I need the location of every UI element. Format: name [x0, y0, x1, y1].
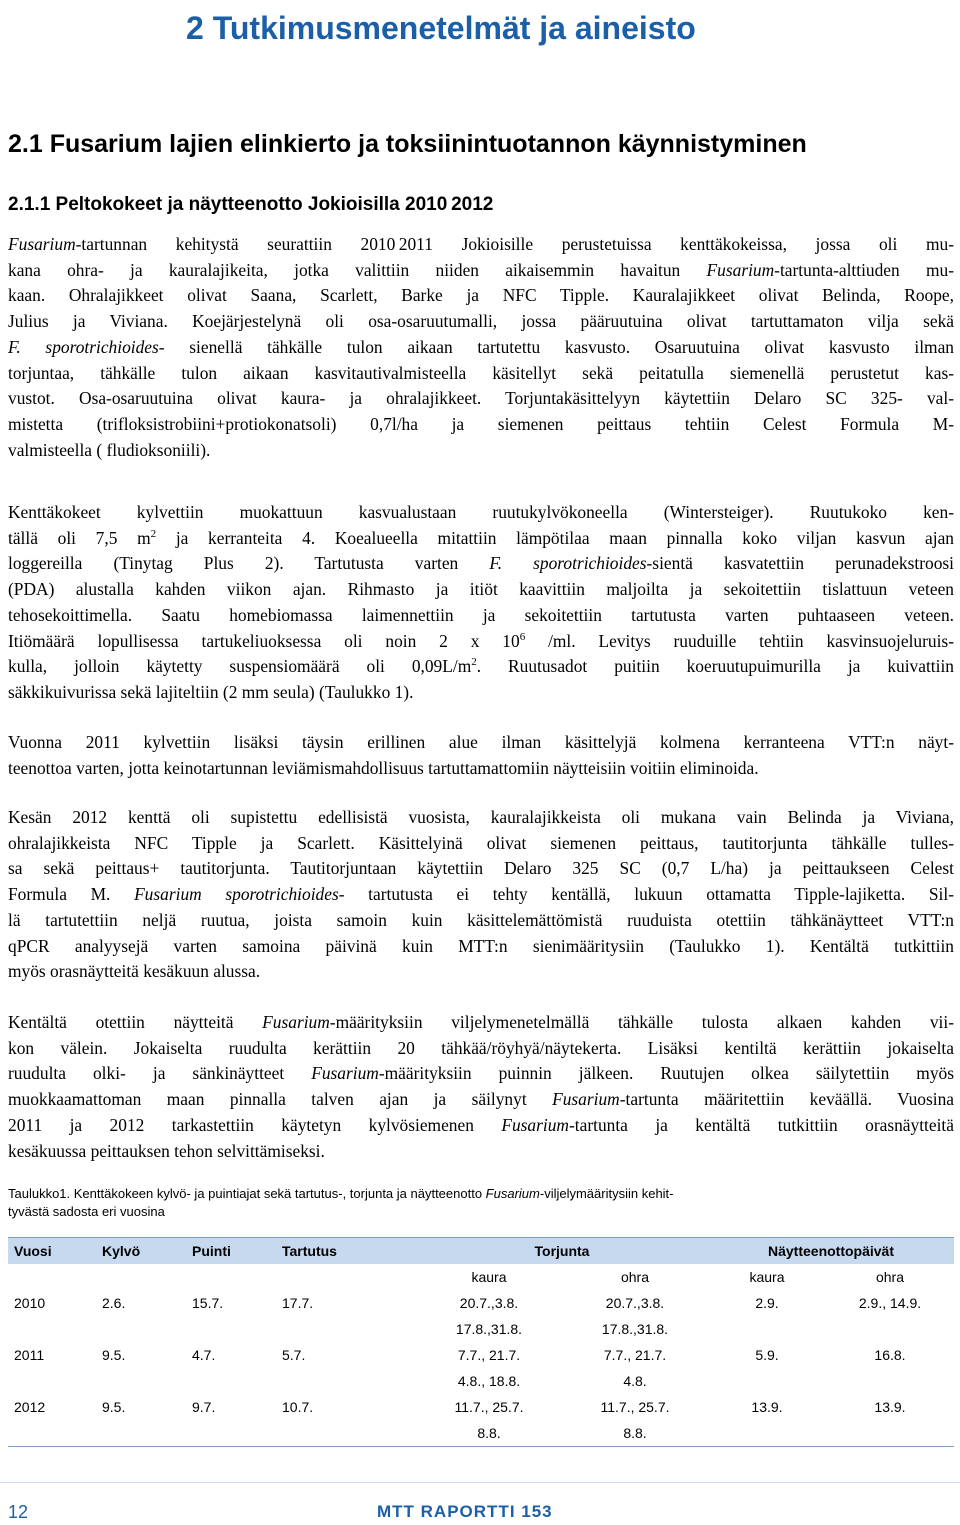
column-subheader: ohra: [875, 1269, 905, 1285]
table-cell: [186, 1368, 276, 1394]
table-cell: 9.7.: [192, 1399, 216, 1415]
superscript: 6: [519, 630, 526, 643]
column-subheader: kaura: [471, 1269, 507, 1285]
text-span: loggereilla (Tinytag Plus 2). Tartutusta varten: [8, 553, 490, 574]
table-cell: 4.7.: [192, 1347, 216, 1363]
column-subheader: kaura: [749, 1269, 785, 1285]
table-cell: 20.7.,3.8.: [459, 1295, 519, 1311]
text-line: [8, 1010, 954, 1036]
italic-term: F. sporotrichioides: [8, 336, 159, 357]
text-span: ruudulta olki- ja sänkinäytteet: [8, 1063, 312, 1084]
table-subheader-row: [8, 1264, 954, 1290]
table-cell: 5.7.: [282, 1347, 306, 1363]
text-line: [8, 1087, 954, 1113]
table-cell: 2.9., 14.9.: [858, 1295, 922, 1311]
table-cell: 4.8., 18.8.: [457, 1373, 521, 1389]
text-line: [8, 1113, 954, 1139]
text-line: kon välein. Jokaiselta ruudulta kerättiin 20 tähkää/röyhyä/näytekerta. Lisäksi kentiltä kerättiin jokaiselta: [8, 1037, 954, 1058]
text-line: [8, 526, 954, 552]
table-cell: 8.8.: [416, 1420, 562, 1447]
text-span: tyvästä sadosta eri vuosina: [8, 1204, 165, 1219]
table-cell: [186, 1316, 276, 1342]
text-span: Taulukko1. Kenttäkokeen kylvö- ja puintiajat sekä tartutus-, torjunta ja näytteenotto: [8, 1186, 486, 1201]
text-line: kaan. Ohralajikkeet olivat Saana, Scarlett, Barke ja NFC Tipple. Kauralajikkeet olivat Belinda, Roope,: [8, 285, 954, 306]
text-line: Kesän 2012 kenttä oli supistettu edellisistä vuosista, kauralajikkeista oli mukana vain Belinda ja Viviana,: [8, 807, 954, 827]
text-span: tällä oli 7,5 m: [8, 527, 151, 548]
italic-term: Fusarium: [485, 1186, 540, 1201]
text-line: tehosekoittimella. Saatu homebiomassa laimennettiin ja sekoitettiin tartutusta varten puhtaaseen veteen.: [8, 604, 954, 625]
table-row: [8, 1316, 954, 1342]
text-span: ja kerranteita 4. Koealueella mitattiin lämpötilaa maan pinnalla koko viljan kasvun ajan: [156, 527, 954, 548]
page-number: 12: [8, 1502, 29, 1522]
text-span: Formula M.: [8, 884, 135, 905]
table-cell: [96, 1316, 186, 1342]
text-line: sa sekä peittaus+ tautitorjunta. Tautitorjuntaan käytettiin Delaro 325 SC (0,7 L/ha) ja peittaukseen Celest: [8, 858, 954, 879]
text-span: -tartunnan kehitystä seurattiin 2010 2011 Jokioisille perustetuissa kenttäkokeissa, jossa oli mu-: [75, 234, 954, 254]
table-row: [8, 1290, 954, 1316]
text-line: torjuntaa, tähkälle tulon aikaan kasvitautivalmisteella käsitellyt sekä peitatulla siemenellä perustetut kas-: [8, 362, 954, 383]
text-line: ohralajikkeista NFC Tipple ja Scarlett. Käsittelyinä olivat siemenen peittaus, tautitorjunta tähkälle tulles-: [8, 832, 954, 853]
table-cell: 2010: [14, 1295, 46, 1311]
subsection-title: 2.1.1 Peltokokeet ja näytteenotto Jokioisilla 2010 2012: [8, 194, 494, 215]
text-line: myös orasnäytteitä kesäkuun alussa.: [8, 961, 261, 982]
italic-term: Fusarium: [311, 1063, 379, 1084]
table-cell: [826, 1368, 954, 1394]
table-cell: [8, 1368, 96, 1394]
table-cell: 2.9.: [755, 1295, 779, 1311]
text-span: -määrityksiin puinnin jälkeen. Ruutujen olkea säilytettiin myös: [378, 1063, 954, 1084]
text-line: [8, 551, 954, 577]
section-title: 2.1 Fusarium lajien elinkierto ja toksiinintuotannon käynnistyminen: [8, 130, 807, 158]
text-line: [8, 232, 954, 258]
column-header: Tartutus: [276, 1238, 416, 1265]
table-cell: 7.7., 21.7.: [603, 1347, 667, 1363]
table-header-row: [8, 1238, 954, 1265]
text-span: - sienellä tähkälle tulon aikaan tartutettu kasvusto. Osaruutuina olivat kasvusto ilman: [158, 336, 954, 357]
paragraph-4: [8, 805, 954, 985]
text-span: -tartunta määritettiin keväällä. Vuosina: [619, 1089, 954, 1110]
table-cell: 15.7.: [192, 1295, 224, 1311]
table-cell: 11.7., 25.7.: [600, 1399, 670, 1415]
paragraph-3: [8, 730, 954, 781]
paragraph-5: [8, 1010, 954, 1164]
text-line: Vuonna 2011 kylvettiin lisäksi täysin erillinen alue ilman käsittelyjä kolmena kerranteena VTT:n näyt-: [8, 732, 954, 752]
italic-term: Fusarium: [262, 1012, 330, 1032]
text-span: Itiömäärä lopullisessa tartukeliuoksessa oli noin 2 x 10: [8, 630, 520, 651]
table-cell: [708, 1316, 826, 1342]
table-cell: [186, 1420, 276, 1447]
text-span: kulla, jolloin käytetty suspensiomäärä oli 0,09L/m: [8, 656, 472, 677]
text-line: säkkikuivurissa sekä lajiteltiin (2 mm seula) (Taulukko 1).: [8, 681, 414, 702]
table-caption: [8, 1185, 954, 1221]
text-line: valmisteella ( fludioksoniili).: [8, 439, 211, 460]
text-line: [8, 882, 954, 908]
table-cell: 11.7., 25.7.: [454, 1399, 524, 1415]
table-cell: [276, 1420, 416, 1447]
table-cell: 4.8.: [623, 1373, 647, 1389]
table-cell: 5.9.: [755, 1347, 779, 1363]
chapter-title: 2 Tutkimusmenetelmät ja aineisto: [186, 10, 696, 46]
text-span: kana ohra- ja kauralajikeita, jotka valittiin niiden aikaisemmin havaitun: [8, 259, 707, 280]
table-cell: 13.9.: [751, 1399, 783, 1415]
text-line: lä tartutettiin neljä ruutua, joista samoin kuin käsittelemättömistä ruuduista otettiin tähkänäytteet VTT:n: [8, 909, 954, 930]
text-line: kesäkuussa peittauksen tehon selvittämiseksi.: [8, 1140, 325, 1161]
text-line: [8, 258, 954, 284]
italic-term: Fusarium: [552, 1089, 620, 1110]
text-line: teenottoa varten, jotta keinotartunnan leviämismahdollisuus tartuttamattomiin näytteisiin voitiin eliminoida.: [8, 757, 759, 778]
table-cell: 8.8.: [562, 1420, 708, 1447]
text-span: -viljelymääritysiin kehit-: [539, 1186, 674, 1201]
table-cell: 17.8.,31.8.: [601, 1321, 669, 1337]
paragraph-1: [8, 232, 954, 463]
column-header: Torjunta: [416, 1238, 708, 1265]
text-line: [8, 1061, 954, 1087]
table-cell: 17.7.: [282, 1295, 314, 1311]
text-line: [8, 335, 954, 361]
text-line: vustot. Osa-osaruutuina olivat kaura- ja ohralajikkeet. Torjuntakäsittelyyn käytettiin Delaro SC 325- val-: [8, 388, 954, 409]
footer-divider: [0, 1482, 960, 1483]
italic-term: Fusarium: [706, 259, 775, 280]
superscript: 2: [471, 656, 477, 669]
table-cell: [96, 1368, 186, 1394]
text-span: -määrityksiin viljelymenetelmällä tähkälle tulosta alkaen kahden vii-: [329, 1012, 954, 1032]
table-cell: 2012: [14, 1399, 46, 1415]
data-table: [8, 1237, 954, 1447]
column-header: Kylvö: [96, 1238, 186, 1265]
column-header: Puinti: [186, 1238, 276, 1265]
table-cell: [826, 1420, 954, 1447]
table-cell: 16.8.: [874, 1347, 906, 1363]
text-line: mistetta (trifloksistrobiini+protiokonatsoli) 0,7l/ha ja siemenen peittaus tehtiin Celest Formula M-: [8, 413, 954, 434]
italic-term: F. sporotrichioides: [489, 553, 647, 574]
italic-term: Fusarium: [8, 234, 76, 254]
table-row: [8, 1420, 954, 1447]
table-cell: 9.5.: [102, 1347, 126, 1363]
table-cell: 9.5.: [102, 1399, 126, 1415]
table-cell: [8, 1420, 96, 1447]
text-span: Kentältä otettiin näytteitä: [8, 1012, 263, 1032]
text-span: -tartunta-alttiuden mu-: [774, 259, 954, 280]
table-cell: 7.7., 21.7.: [457, 1347, 521, 1363]
table-cell: [708, 1368, 826, 1394]
italic-term: Fusarium sporotrichioides: [134, 884, 339, 905]
table-row: [8, 1368, 954, 1394]
table-cell: 2.6.: [102, 1295, 126, 1311]
text-span: muokkaamattoman maan pinnalla talven ajan ja säilynyt: [8, 1089, 553, 1110]
publication-name: MTT RAPORTTI 153: [377, 1502, 553, 1521]
column-subheader: ohra: [620, 1269, 650, 1285]
text-line: [8, 629, 954, 655]
text-span: 2011 ja 2012 tarkastettiin käytetyn kylvösiemenen: [8, 1114, 502, 1135]
table-cell: [826, 1316, 954, 1342]
table-cell: [96, 1420, 186, 1447]
table-cell: 10.7.: [282, 1399, 314, 1415]
table-cell: 13.9.: [874, 1399, 906, 1415]
text-span: -sientä kasvatettiin perunadekstroosi: [646, 553, 955, 574]
table-row: [8, 1394, 954, 1420]
italic-term: Fusarium: [501, 1114, 569, 1135]
table-cell: [708, 1420, 826, 1447]
text-span: - tartutusta ei tehty kentällä, lukuun ottamatta Tipple-lajiketta. Sil-: [338, 884, 954, 905]
text-span: -tartunta ja kentältä tutkittiin orasnäytteitä: [568, 1114, 954, 1135]
text-line: [8, 654, 954, 680]
table-cell: 20.7.,3.8.: [605, 1295, 665, 1311]
text-line: Julius ja Viviana. Koejärjestelynä oli osa-osaruutumalli, jossa pääruutuina olivat tartuttamaton vilja sekä: [8, 311, 954, 332]
paragraph-2: [8, 500, 954, 706]
table-cell: 17.8.,31.8.: [455, 1321, 523, 1337]
table-cell: 2011: [14, 1347, 45, 1363]
text-span: . Ruutusadot puitiin koeruutupuimurilla ja kuivattiin: [476, 656, 954, 677]
text-span: /ml. Levitys ruuduille tehtiin kasvinsuojeluruis-: [525, 630, 954, 651]
table-cell: [276, 1316, 416, 1342]
table-cell: [276, 1368, 416, 1394]
table-cell: [8, 1316, 96, 1342]
table-row: [8, 1342, 954, 1368]
text-line: Kenttäkokeet kylvettiin muokattuun kasvualustaan ruutukylvökoneella (Wintersteiger). Ruutukoko ken-: [8, 502, 954, 522]
text-line: qPCR analyysejä varten samoina päivinä kuin MTT:n sienimääritysiin (Taulukko 1). Kentältä tutkittiin: [8, 935, 954, 956]
column-header: Vuosi: [8, 1238, 96, 1265]
superscript: 2: [150, 527, 157, 540]
text-line: (PDA) alustalla kahden viikon ajan. Rihmasto ja itiöt kaavittiin maljoilta ja sekoitettiin tislattuun veteen: [8, 579, 954, 600]
column-header: Näytteenottopäivät: [708, 1238, 954, 1265]
